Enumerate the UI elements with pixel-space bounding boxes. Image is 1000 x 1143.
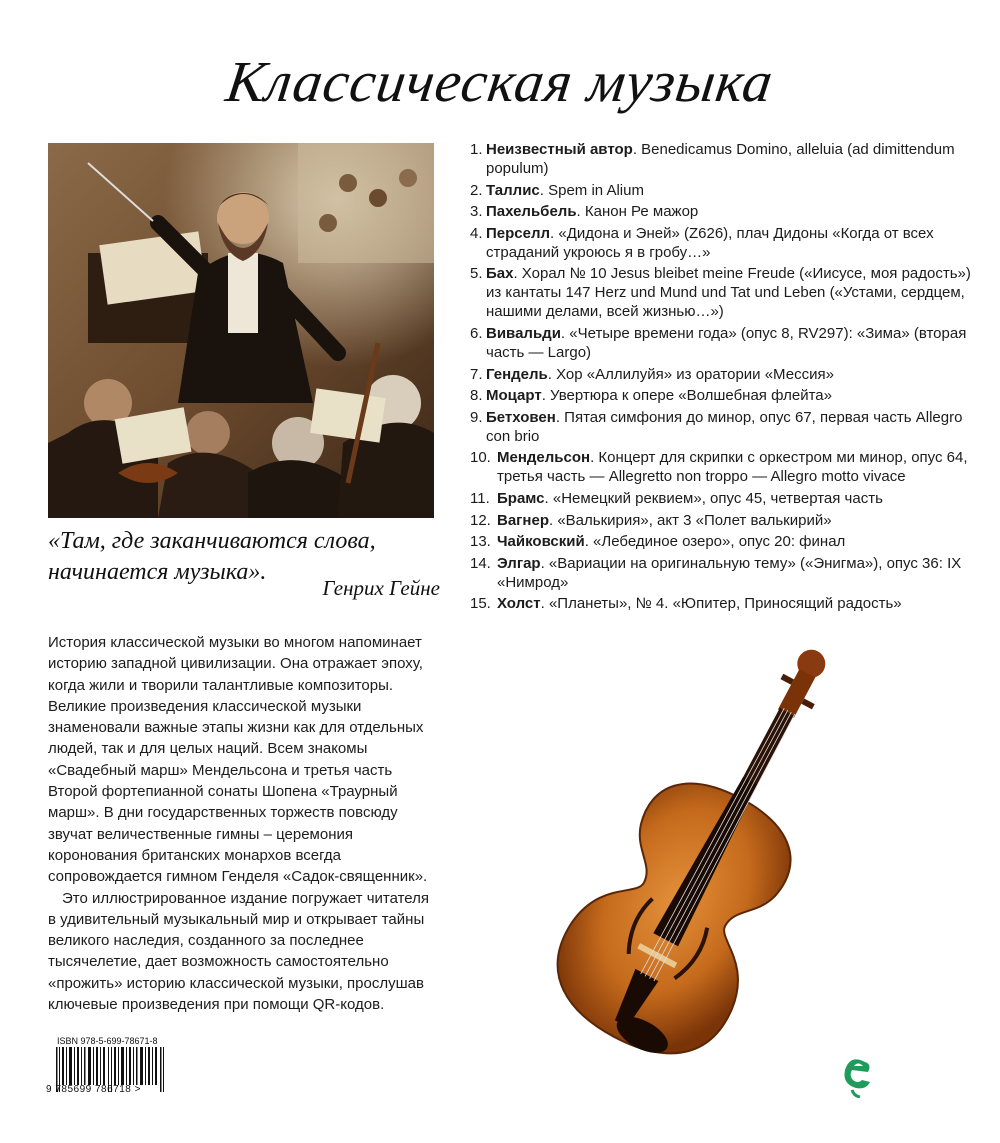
book-title: Классическая музыка (222, 49, 778, 114)
quote-line: «Там, где заканчиваются слова, (48, 528, 376, 554)
track-item (460, 324, 980, 362)
track-work: . Хорал № 10 Jesus bleibet meine Freude («Иисусе, моя радость») из кантаты 147 Herz und Mund und Tat und Leben («Устами, сердцем, нашими делами, всей жизнью…») (486, 265, 971, 321)
conductor-painting (48, 143, 434, 518)
track-number: 6. (470, 324, 483, 342)
track-item (460, 489, 980, 508)
track-work: . «Планеты», № 4. «Юпитер, Приносящий радость» (540, 595, 902, 613)
track-work: . Концерт для скрипки с оркестром ми минор, опус 64, третья часть — Allegretto non troppo — Allegro motto vivace (497, 449, 968, 486)
description-paragraph: Это иллюстрированное издание погружает читателя в удивительный музыкальный мир и открывает тайны великого наследия, созданного за последнее тысячелетие, дает возможность самостоятельно «прожить» историю классической музыки, прослушав ключевые произведения при помощи QR-кодов. (48, 889, 430, 1014)
track-number: 14. (470, 554, 491, 572)
track-number: 8. (470, 387, 483, 405)
track-item (460, 408, 980, 446)
track-item (460, 554, 980, 592)
track-composer: Неизвестный автор (486, 141, 633, 158)
track-composer: Брамс (497, 489, 545, 507)
track-item (460, 140, 980, 178)
description-paragraph: История классической музыки во многом напоминает историю западной цивилизации. Она отражает эпоху, когда жили и творили талантливые композиторы. Великие произведения классической музыки знаменовали важные этапы жизни как для отдельных людей, так и для целых наций. Всем знакомы «Свадебный марш» Мендельсона и третья часть Второй фортепианной сонаты Шопена «Траурный марш». В дни государственных торжеств повсюду звучат величественные гимны – церемония коронования британских монархов всегда сопровождается гимном Генделя «Садок-священник». (48, 634, 428, 886)
track-composer: Элгар (497, 554, 541, 572)
track-work: . Spem in Alium (539, 181, 644, 199)
track-work: . Пятая симфония до минор, опус 67, первая часть Allegro con brio (486, 408, 963, 445)
barcode-digits: 9 785699 786718 > (46, 1084, 141, 1095)
track-composer: Моцарт (486, 387, 542, 405)
track-composer: Холст (497, 595, 541, 613)
track-item (460, 532, 980, 551)
track-work: . «Вариации на оригинальную тему» («Энигма»), опус 36: IX «Нимрод» (497, 554, 962, 591)
track-composer: Таллис (486, 181, 540, 199)
track-number: 15. (470, 595, 491, 613)
track-item (460, 264, 980, 321)
track-number: 9. (470, 408, 483, 426)
track-work: . «Дидона и Эней» (Z626), плач Дидоны «Когда от всех страданий укроюсь я в гробу…» (486, 224, 934, 261)
track-work: . «Лебединое озеро», опус 20: финал (584, 533, 846, 551)
track-item (460, 386, 980, 405)
track-work: . Хор «Аллилуйя» из оратории «Мессия» (547, 365, 834, 383)
track-item (460, 594, 980, 613)
track-work: . «Немецкий реквием», опус 45, четвертая часть (544, 489, 883, 507)
quote-author: Генрих Гейне (322, 576, 440, 600)
isbn-label: ISBN 978-5-699-78671-8 (57, 1036, 158, 1046)
track-composer: Чайковский (497, 533, 585, 551)
track-number: 2. (470, 181, 483, 199)
book-description (48, 632, 432, 1015)
violin-illustration (520, 618, 890, 1088)
track-item (460, 511, 980, 530)
track-number: 12. (470, 511, 491, 529)
track-item (460, 181, 980, 200)
track-work: . Канон Ре мажор (576, 203, 699, 221)
track-item (460, 202, 980, 221)
publisher-logo-icon (840, 1052, 874, 1098)
track-number: 5. (470, 265, 483, 283)
track-composer: Пахельбель (486, 203, 577, 221)
track-composer: Перселл (486, 224, 551, 242)
track-work: . Увертюра к опере «Волшебная флейта» (541, 387, 832, 405)
track-composer: Бетховен (486, 408, 556, 426)
track-composer: Гендель (486, 365, 548, 383)
track-number: 1. (470, 141, 483, 158)
track-composer: Бах (486, 265, 514, 283)
track-work: . «Четыре времени года» (опус 8, RV297): «Зима» (вторая часть — Largo) (486, 324, 967, 361)
track-composer: Вивальди (486, 324, 561, 342)
track-number: 11. (470, 489, 490, 507)
track-work: . Benedicamus Domino, alleluia (ad dimittendum populum) (486, 141, 955, 177)
track-work: . «Валькирия», акт 3 «Полет валькирий» (549, 511, 832, 529)
track-list (460, 140, 980, 616)
track-number: 13. (470, 533, 491, 551)
track-item (460, 365, 980, 384)
track-number: 7. (470, 365, 483, 383)
track-number: 3. (470, 203, 483, 221)
track-number: 4. (470, 224, 483, 242)
track-composer: Вагнер (497, 511, 549, 529)
track-number: 10. (470, 449, 491, 467)
quote-line: начинается музыка». (48, 559, 267, 585)
track-item (460, 224, 980, 262)
track-item (460, 448, 980, 486)
track-composer: Мендельсон (497, 449, 591, 467)
